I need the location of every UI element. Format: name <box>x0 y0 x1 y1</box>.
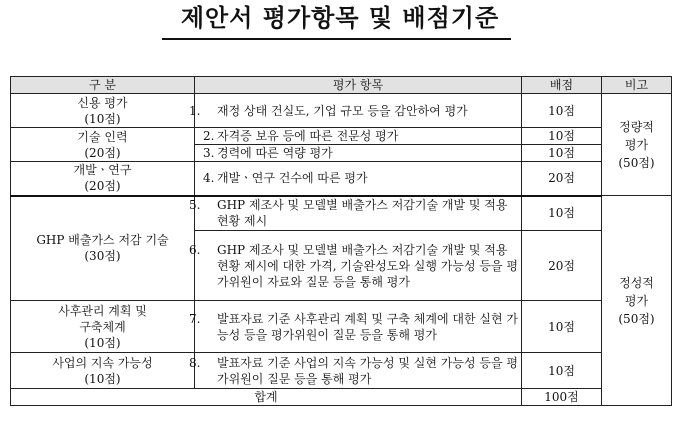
item-text: 재정 상태 건실도, 기업 규모 등을 감안하여 평가 <box>217 103 468 118</box>
item-cell <box>189 231 522 301</box>
title-underline <box>162 38 511 40</box>
table-row <box>11 94 672 128</box>
item-text: 발표자료 기준 사후관리 계획 및 구축 체계에 대한 실현 가능성 등을 평가위원이 질문 등을 통해 평가 <box>217 311 518 342</box>
item-number: 2. <box>203 129 215 143</box>
category-cell <box>11 94 195 128</box>
total-label: 합계 <box>11 389 522 406</box>
table-row <box>11 162 672 196</box>
header-row <box>11 77 672 94</box>
score-cell: 20점 <box>522 231 602 301</box>
category-cell <box>11 353 195 389</box>
note-qual-line1: 정성적 <box>619 275 654 290</box>
evaluation-table <box>10 76 672 406</box>
category-name: 신용 평가 <box>77 95 128 110</box>
note-qualitative <box>602 196 672 406</box>
table-row <box>11 301 672 353</box>
category-cell <box>11 128 195 162</box>
item-number: 8. <box>189 355 201 370</box>
item-text: 개발ㆍ연구 건수에 따른 평가 <box>217 171 368 186</box>
table-row <box>11 196 672 231</box>
note-quant-line2: 평가 <box>624 137 649 152</box>
category-name-line2: 구축체계 <box>79 319 126 334</box>
category-name: 기술 인력 <box>77 129 128 144</box>
category-cell <box>11 301 195 353</box>
item-cell <box>189 196 522 231</box>
category-name: 사후관리 계획 및 <box>58 303 147 318</box>
header-item: 평가 항목 <box>195 77 522 94</box>
score-cell: 10점 <box>522 145 602 162</box>
score-cell: 10점 <box>522 128 602 145</box>
score-cell: 10점 <box>522 353 602 389</box>
item-number: 4. <box>203 171 215 186</box>
note-qual-line2: 평가 <box>624 293 649 308</box>
category-score: (20점) <box>84 145 121 160</box>
header-score: 배점 <box>522 77 602 94</box>
note-quantitative <box>602 94 672 196</box>
item-number: 6. <box>189 242 201 257</box>
category-name: 개발ㆍ연구 <box>73 163 132 178</box>
category-name: 사업의 지속 가능성 <box>52 355 153 370</box>
note-quant-score: (50점) <box>618 155 655 170</box>
score-cell: 10점 <box>522 196 602 231</box>
item-text: GHP 제조사 및 모델별 배출가스 저감기술 개발 및 적용 현황 제시에 대한 가격, 기술완성도와 실행 가능성 등을 평가위원이 자료와 질문 등을 통해 평가 <box>217 242 518 289</box>
item-cell <box>189 353 522 389</box>
category-score: (30점) <box>84 249 121 264</box>
table-row <box>11 353 672 389</box>
item-cell <box>195 162 522 196</box>
table-row <box>11 128 672 145</box>
total-score: 100점 <box>522 389 602 406</box>
item-number: 1. <box>189 103 201 118</box>
header-category: 구 분 <box>11 77 195 94</box>
item-text: GHP 제조사 및 모델별 배출가스 저감기술 개발 및 적용 현황 제시 <box>217 198 508 229</box>
category-cell <box>11 162 195 196</box>
item-text: 경력에 따른 역량 평가 <box>217 146 333 160</box>
category-score: (20점) <box>84 179 121 194</box>
item-text: 발표자료 기준 사업의 지속 가능성 및 실현 가능성 등을 평가위원이 질문 등을 통해 평가 <box>217 355 518 386</box>
category-score: (10점) <box>84 111 121 126</box>
total-row <box>11 389 672 406</box>
category-score: (10점) <box>84 371 121 386</box>
score-cell: 10점 <box>522 94 602 128</box>
item-cell <box>195 145 522 162</box>
note-qual-score: (50점) <box>618 311 655 326</box>
category-score: (10점) <box>84 335 121 350</box>
item-number: 3. <box>203 146 215 160</box>
category-name: GHP 배출가스 저감 기술 <box>36 233 169 248</box>
note-quant-line1: 정량적 <box>619 119 654 134</box>
header-note: 비고 <box>602 77 672 94</box>
document-title: 제안서 평가항목 및 배점기준 <box>180 4 500 32</box>
score-cell: 10점 <box>522 301 602 353</box>
item-number: 7. <box>189 311 201 326</box>
item-text: 자격증 보유 등에 따른 전문성 평가 <box>217 129 399 143</box>
category-cell <box>11 196 195 301</box>
item-cell <box>195 128 522 145</box>
item-number: 5. <box>189 198 201 213</box>
item-cell <box>189 301 522 353</box>
item-cell <box>189 94 522 128</box>
score-cell: 20점 <box>522 162 602 196</box>
